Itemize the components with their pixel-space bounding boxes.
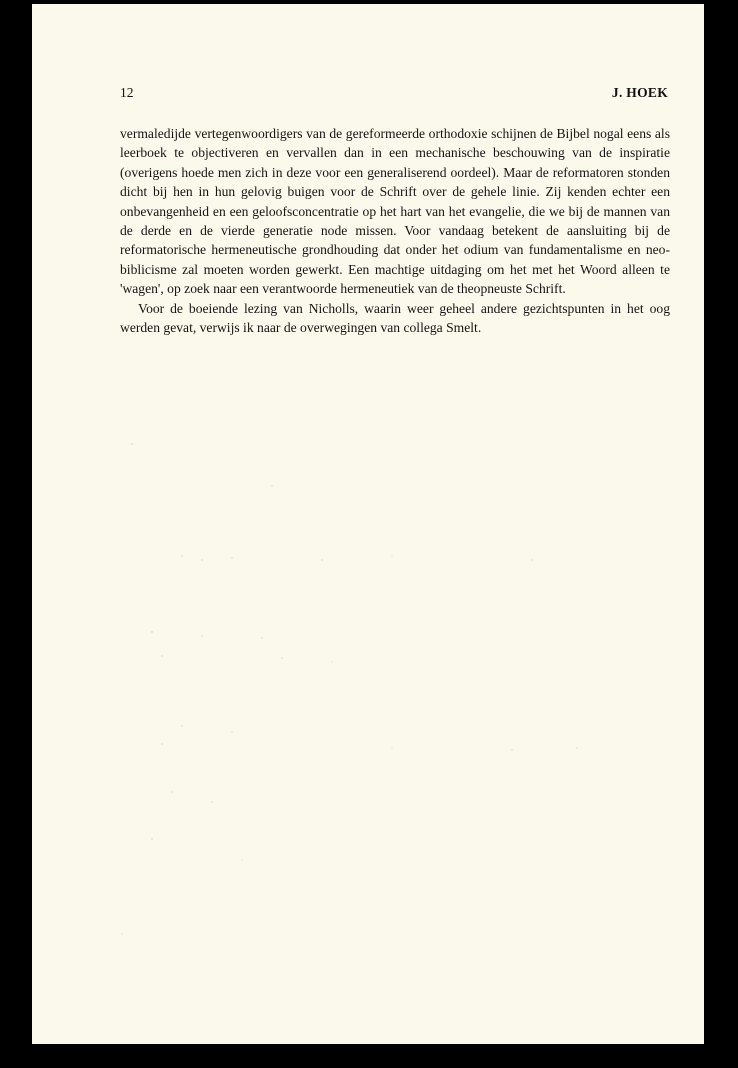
running-head (120, 85, 668, 105)
paragraph-1: vermaledijde vertegenwoordigers van de gereformeerde orthodoxie schijnen de Bijbel nogal eens als leerboek te objectiveren en vervallen dan in een mechanische beschouwing van de inspiratie (overigens hoede men zich in deze voor een generaliserend oordeel). Maar de reformatoren stonden dicht bij hen in hun gelovig buigen voor de Schrift over de gehele linie. Zij kenden echter een onbevangenheid en een geloofsconcentratie op het hart van het evangelie, die we bij de mannen van de derde en de vierde generatie node missen. Voor vandaag betekent de aansluiting bij de reformatorische hermeneutische grondhouding dat onder het odium van fundamentalisme en neo-biblicisme zal moeten worden gewerkt. Een machtige uitdaging om het met het Woord alleen te 'wagen', op zoek naar een verantwoorde hermeneutiek van de theopneuste Schrift. (120, 126, 670, 297)
paragraph-2: Voor de boeiende lezing van Nicholls, waarin weer geheel andere gezichtspunten in het oog werden gevat, verwijs ik naar de overwegingen van collega Smelt. (120, 300, 670, 336)
running-head-author: J. HOEK (611, 85, 668, 100)
body-text (120, 124, 670, 337)
document-page (32, 4, 704, 1044)
page-number: 12 (120, 85, 134, 100)
